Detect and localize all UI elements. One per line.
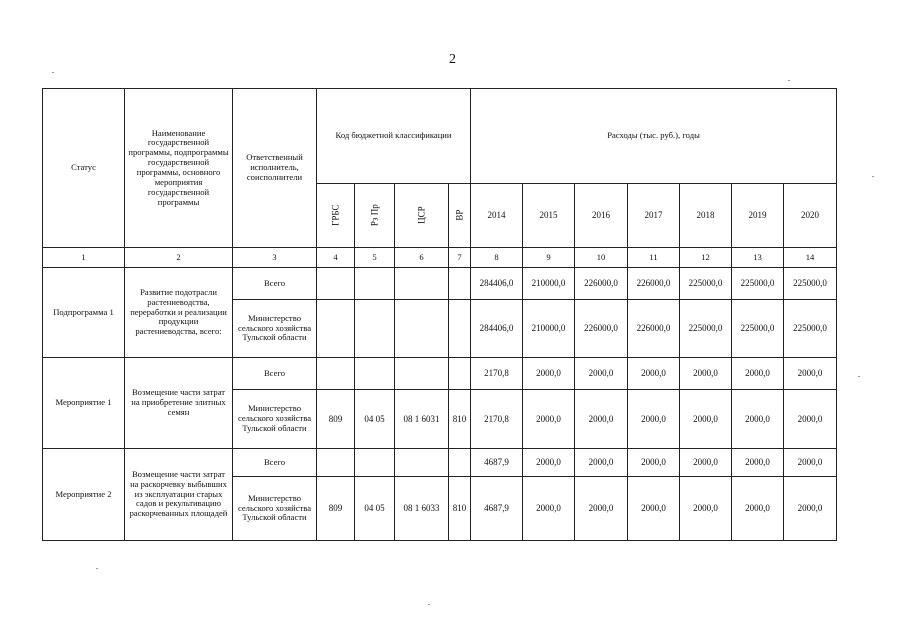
row-executor: Всего (233, 449, 317, 477)
header-year: 2019 (732, 184, 784, 248)
cell-value: 2000,0 (732, 449, 784, 477)
cell-csr (395, 300, 449, 358)
cell-vr: 810 (449, 477, 471, 541)
cell-value: 2000,0 (732, 358, 784, 390)
row-executor: Всего (233, 268, 317, 300)
cell-vr: 810 (449, 390, 471, 449)
cell-value: 2000,0 (628, 477, 680, 541)
table-row (43, 268, 837, 300)
cell-value: 2000,0 (680, 477, 732, 541)
scan-speck (428, 604, 430, 605)
cell-value: 225000,0 (680, 268, 732, 300)
cell-rzpr (355, 300, 395, 358)
column-number: 5 (355, 248, 395, 268)
cell-value: 225000,0 (784, 268, 837, 300)
cell-csr (395, 358, 449, 390)
page-number: 2 (449, 52, 456, 67)
cell-value: 2000,0 (628, 358, 680, 390)
cell-vr (449, 358, 471, 390)
cell-value: 4687,9 (471, 449, 523, 477)
cell-value: 2000,0 (680, 358, 732, 390)
cell-value: 2000,0 (784, 390, 837, 449)
scan-speck (858, 376, 860, 377)
table-row (43, 358, 837, 390)
header-grbs: ГРБС (317, 184, 355, 248)
row-executor: Всего (233, 358, 317, 390)
cell-value: 2000,0 (784, 449, 837, 477)
cell-value: 225000,0 (732, 268, 784, 300)
table-row (43, 449, 837, 477)
cell-vr (449, 300, 471, 358)
cell-value: 2000,0 (628, 449, 680, 477)
scan-speck (872, 176, 874, 177)
scan-speck (788, 80, 790, 81)
cell-value: 225000,0 (732, 300, 784, 358)
cell-value: 2000,0 (523, 477, 575, 541)
cell-csr: 08 1 6031 (395, 390, 449, 449)
column-number: 3 (233, 248, 317, 268)
cell-grbs: 809 (317, 390, 355, 449)
cell-rzpr (355, 268, 395, 300)
cell-grbs (317, 268, 355, 300)
header-budget-code: Код бюджетной классификации (317, 89, 471, 184)
scan-speck (52, 72, 54, 73)
cell-value: 226000,0 (575, 268, 628, 300)
column-number: 6 (395, 248, 449, 268)
cell-value: 2000,0 (732, 390, 784, 449)
header-year: 2018 (680, 184, 732, 248)
cell-vr (449, 268, 471, 300)
cell-rzpr: 04 05 (355, 390, 395, 449)
cell-value: 226000,0 (628, 268, 680, 300)
cell-grbs (317, 300, 355, 358)
cell-value: 2170,8 (471, 390, 523, 449)
cell-value: 2000,0 (732, 477, 784, 541)
column-number: 12 (680, 248, 732, 268)
header-csr: ЦСР (395, 184, 449, 248)
header-name: Наименование государственной программы, подпрограммы государственной программы, основного мероприятия государственной программы (125, 89, 233, 248)
cell-grbs: 809 (317, 477, 355, 541)
cell-value: 2000,0 (575, 477, 628, 541)
cell-rzpr (355, 358, 395, 390)
cell-value: 210000,0 (523, 300, 575, 358)
cell-value: 226000,0 (628, 300, 680, 358)
column-number: 9 (523, 248, 575, 268)
header-year: 2016 (575, 184, 628, 248)
row-name: Возмещение части затрат на приобретение элитных семян (125, 358, 233, 449)
header-rzpr: Рз Пр (355, 184, 395, 248)
cell-value: 284406,0 (471, 300, 523, 358)
column-number: 7 (449, 248, 471, 268)
header-year: 2014 (471, 184, 523, 248)
column-number: 14 (784, 248, 837, 268)
cell-grbs (317, 358, 355, 390)
column-number: 13 (732, 248, 784, 268)
cell-csr: 08 1 6033 (395, 477, 449, 541)
cell-csr (395, 268, 449, 300)
cell-value: 4687,9 (471, 477, 523, 541)
column-number: 11 (628, 248, 680, 268)
header-row-top (43, 89, 837, 184)
header-status: Статус (43, 89, 125, 248)
column-number: 8 (471, 248, 523, 268)
cell-value: 2000,0 (575, 390, 628, 449)
cell-rzpr (355, 449, 395, 477)
row-name: Возмещение части затрат на раскорчевку выбывших из эксплуатации старых садов и рекультивацию раскорчеванных площадей (125, 449, 233, 541)
header-vr: ВР (449, 184, 471, 248)
cell-grbs (317, 449, 355, 477)
cell-value: 2000,0 (523, 449, 575, 477)
cell-value: 2170,8 (471, 358, 523, 390)
header-year: 2020 (784, 184, 837, 248)
cell-value: 2000,0 (784, 477, 837, 541)
column-number-row (43, 248, 837, 268)
column-number: 1 (43, 248, 125, 268)
column-number: 2 (125, 248, 233, 268)
row-status: Подпрограмма 1 (43, 268, 125, 358)
row-name: Развитие подотрасли растениеводства, переработки и реализации продукции растениеводства, всего: (125, 268, 233, 358)
cell-value: 2000,0 (523, 390, 575, 449)
cell-value: 2000,0 (628, 390, 680, 449)
cell-rzpr: 04 05 (355, 477, 395, 541)
column-number: 10 (575, 248, 628, 268)
cell-csr (395, 449, 449, 477)
cell-value: 226000,0 (575, 300, 628, 358)
cell-value: 225000,0 (680, 300, 732, 358)
column-number: 4 (317, 248, 355, 268)
row-status: Мероприятие 2 (43, 449, 125, 541)
cell-value: 2000,0 (784, 358, 837, 390)
header-expenses: Расходы (тыс. руб.), годы (471, 89, 837, 184)
header-year: 2015 (523, 184, 575, 248)
cell-value: 225000,0 (784, 300, 837, 358)
row-status: Мероприятие 1 (43, 358, 125, 449)
cell-value: 210000,0 (523, 268, 575, 300)
header-year: 2017 (628, 184, 680, 248)
cell-vr (449, 449, 471, 477)
cell-value: 2000,0 (680, 390, 732, 449)
cell-value: 2000,0 (575, 449, 628, 477)
row-executor: Министерство сельского хозяйства Тульской области (233, 477, 317, 541)
cell-value: 284406,0 (471, 268, 523, 300)
cell-value: 2000,0 (523, 358, 575, 390)
budget-table (42, 88, 837, 541)
row-executor: Министерство сельского хозяйства Тульской области (233, 390, 317, 449)
row-executor: Министерство сельского хозяйства Тульской области (233, 300, 317, 358)
cell-value: 2000,0 (680, 449, 732, 477)
scan-speck (96, 568, 98, 569)
cell-value: 2000,0 (575, 358, 628, 390)
header-executor: Ответственный исполнитель, соисполнители (233, 89, 317, 248)
